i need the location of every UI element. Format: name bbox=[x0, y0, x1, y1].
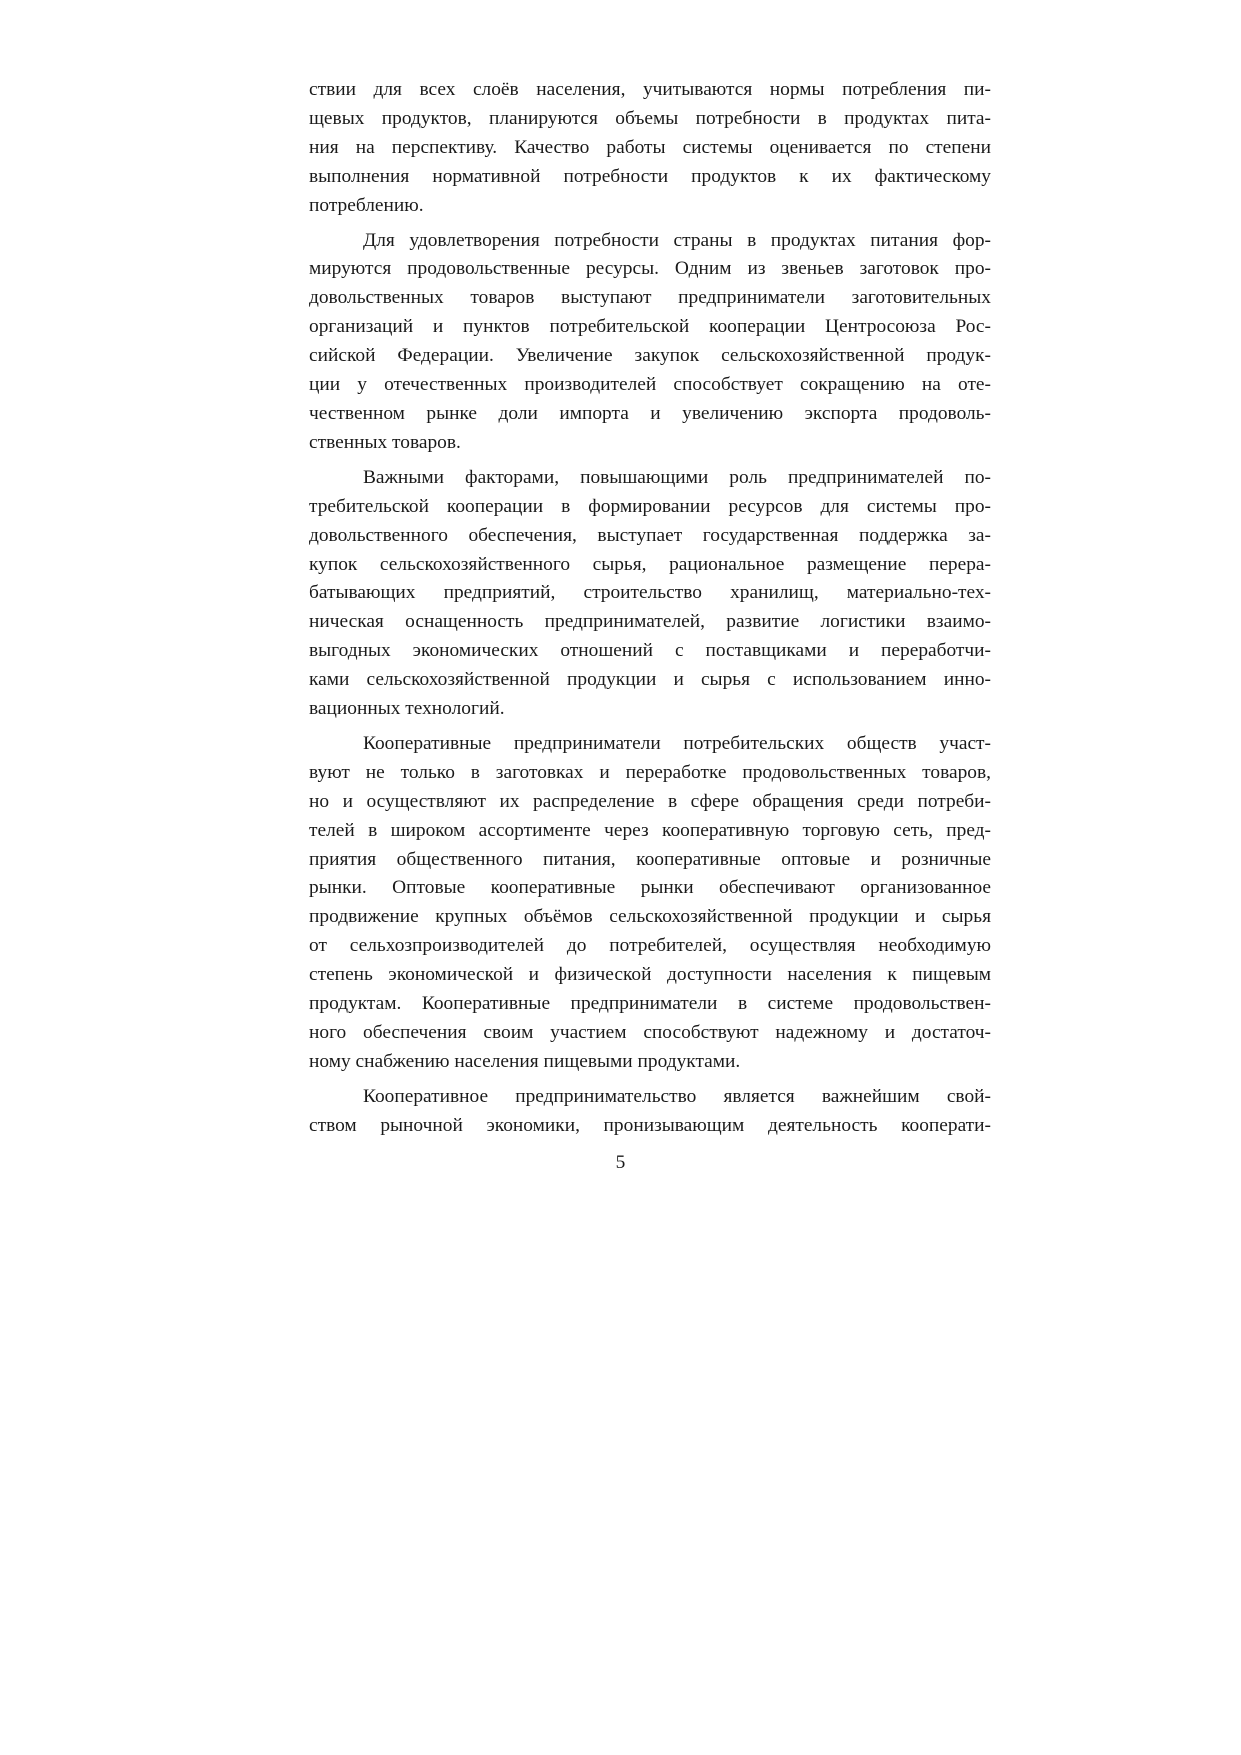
text-line: ническая оснащенность предпринимателей, развитие логистики взаимо- bbox=[309, 611, 991, 633]
text-line: ствии для всех слоёв населения, учитываются нормы потребления пи- bbox=[309, 79, 991, 100]
text-line: телей в широком ассортименте через кооперативную торговую сеть, пред- bbox=[309, 819, 991, 841]
text-line: ственных товаров. bbox=[309, 431, 461, 453]
text-line: выгодных экономических отношений с поставщиками и переработчи- bbox=[309, 640, 991, 662]
text-line: приятия общественного питания, кооперативные оптовые и розничные bbox=[309, 848, 991, 870]
text-line: организаций и пунктов потребительской кооперации Центросоюза Рос- bbox=[309, 316, 991, 338]
text-line: ния на перспективу. Качество работы системы оценивается по степени bbox=[309, 136, 991, 158]
text-line: чественном рынке доли импорта и увеличению экспорта продоволь- bbox=[309, 402, 991, 424]
text-line: выполнения нормативной потребности продуктов к их фактическому bbox=[309, 165, 991, 187]
text-line: сийской Федерации. Увеличение закупок сельскохозяйственной продук- bbox=[309, 345, 991, 367]
text-line: продуктам. Кооперативные предприниматели в системе продовольствен- bbox=[309, 993, 991, 1015]
page-body bbox=[309, 76, 991, 1141]
text-line: ками сельскохозяйственной продукции и сырья с использованием инно- bbox=[309, 669, 991, 691]
text-line: рынки. Оптовые кооперативные рынки обеспечивают организованное bbox=[309, 877, 991, 899]
page-number: 5 bbox=[615, 1152, 626, 1173]
paragraph-4 bbox=[309, 730, 991, 1077]
text-line: мируются продовольственные ресурсы. Одним из звеньев заготовок про- bbox=[309, 258, 991, 280]
text-line: степень экономической и физической доступности населения к пищевым bbox=[309, 964, 991, 986]
text-line: Кооперативные предприниматели потребительских обществ участ- bbox=[363, 732, 991, 754]
text-line: требительской кооперации в формировании ресурсов для системы про- bbox=[309, 495, 991, 517]
text-line: продвижение крупных объёмов сельскохозяйственной продукции и сырья bbox=[309, 906, 991, 928]
paragraph-5 bbox=[309, 1083, 991, 1141]
paragraph-3 bbox=[309, 464, 991, 724]
text-line: вационных технологий. bbox=[309, 698, 505, 720]
text-line: батывающих предприятий, строительство хранилищ, материально-тех- bbox=[309, 582, 991, 604]
text-line: от сельхозпроизводителей до потребителей, осуществляя необходимую bbox=[309, 935, 991, 957]
paragraph-1 bbox=[309, 76, 991, 221]
text-line: довольственного обеспечения, выступает государственная поддержка за- bbox=[309, 524, 991, 546]
text-line: ции у отечественных производителей способствует сокращению на оте- bbox=[309, 374, 991, 396]
text-line: щевых продуктов, планируются объемы потребности в продуктах пита- bbox=[309, 107, 991, 129]
text-line: купок сельскохозяйственного сырья, рациональное размещение перера- bbox=[309, 553, 991, 575]
text-line: ного обеспечения своим участием способствуют надежному и достаточ- bbox=[309, 1022, 991, 1043]
text-line: Кооперативное предпринимательство является важнейшим свой- bbox=[363, 1085, 991, 1107]
text-line: вуют не только в заготовках и переработке продовольственных товаров, bbox=[309, 761, 991, 783]
text-line: но и осуществляют их распределение в сфере обращения среди потреби- bbox=[309, 790, 991, 812]
paragraph-2 bbox=[309, 227, 991, 458]
text-line: ному снабжению населения пищевыми продуктами. bbox=[309, 1050, 741, 1072]
text-line: потреблению. bbox=[309, 194, 424, 216]
text-line: Важными факторами, повышающими роль предпринимателей по- bbox=[363, 466, 991, 488]
text-line: Для удовлетворения потребности страны в продуктах питания фор- bbox=[363, 229, 991, 251]
text-line: довольственных товаров выступают предприниматели заготовительных bbox=[309, 287, 991, 309]
text-line: ством рыночной экономики, пронизывающим деятельность кооперати- bbox=[309, 1114, 991, 1136]
